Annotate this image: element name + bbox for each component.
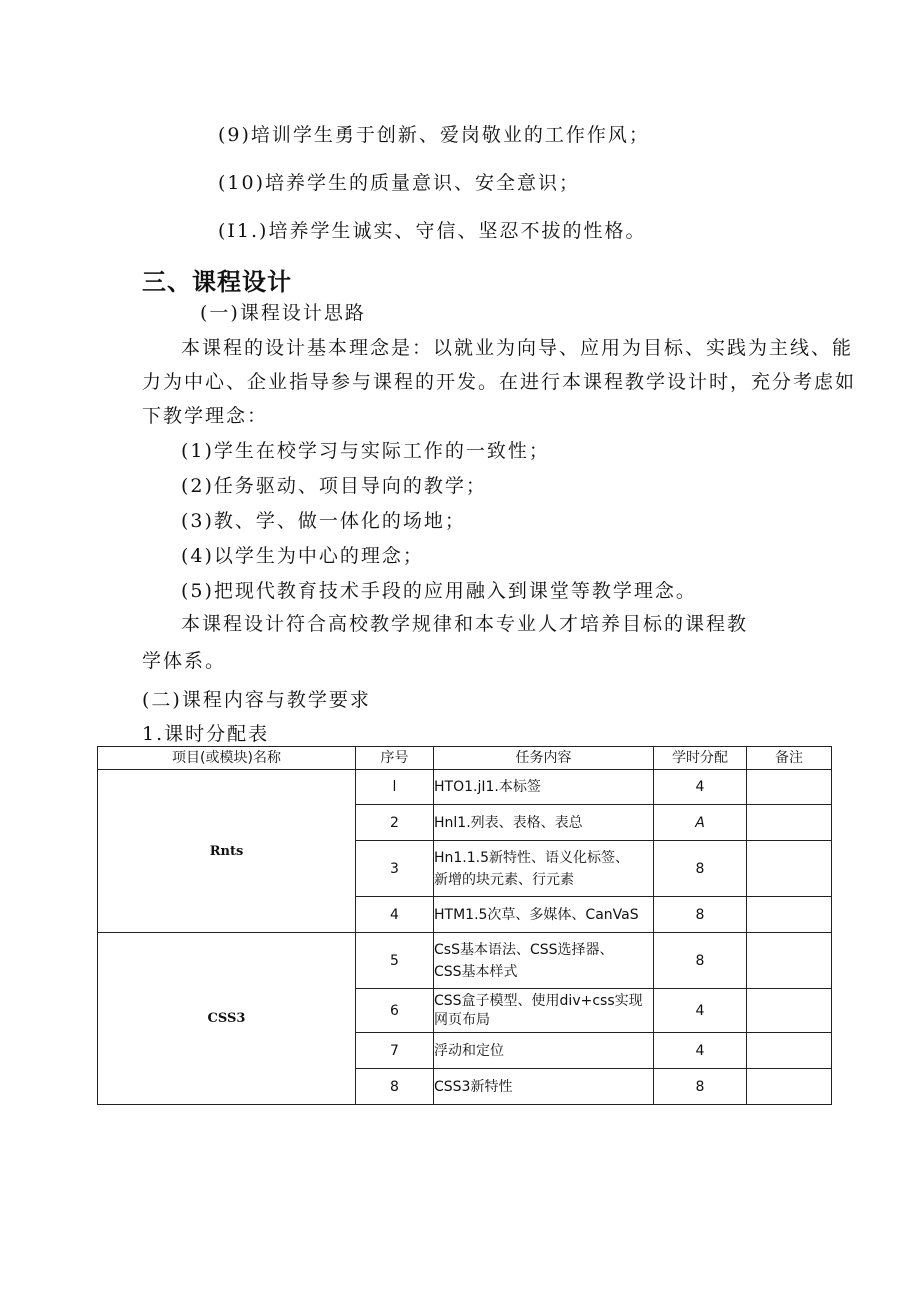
task-text: Hnl1.列表、表格、表总 [434, 814, 583, 831]
principle-3: (3)教、学、做一体化的场地； [181, 510, 466, 532]
task-cell [434, 1069, 654, 1105]
hours-cell: 8 [654, 841, 747, 897]
task-text: 浮动和定位 [434, 1042, 504, 1059]
hours-cell: 4 [654, 770, 747, 805]
task-text: 新增的块元素、行元素 [434, 871, 574, 888]
objective-10: (10)培养学生的质量意识、安全意识； [218, 172, 581, 194]
note-cell [747, 897, 832, 933]
principle-5: (5)把现代教育技术手段的应用融入到课堂等教学理念。 [181, 580, 697, 602]
seq-cell: 4 [356, 897, 434, 933]
task-cell [434, 1033, 654, 1069]
hours-cell: 8 [654, 933, 747, 989]
intro-line-2: 力为中心、企业指导参与课程的开发。在进行本课程教学设计时，充分考虑如 [142, 371, 857, 393]
seq-cell: 7 [356, 1033, 434, 1069]
header-task: 任务内容 [434, 747, 654, 770]
hours-cell: 8 [654, 897, 747, 933]
intro-line-3: 下教学理念： [142, 405, 269, 427]
table-row [98, 933, 832, 989]
task-cell [434, 841, 654, 897]
header-hours: 学时分配 [654, 747, 747, 770]
table-header-row [98, 747, 832, 770]
task-text: Hn1.1.5新特性、语义化标签、 [434, 849, 630, 866]
task-cell [434, 805, 654, 841]
subsection-1-heading: (一)课程设计思路 [200, 302, 366, 324]
note-cell [747, 1033, 832, 1069]
principle-2: (2)任务驱动、项目导向的教学； [181, 475, 487, 497]
module-cell-css: CSS3 [98, 933, 356, 1105]
intro-line-1: 本课程的设计基本理念是：以就业为向导、应用为目标、实践为主线、能 [181, 337, 854, 359]
header-module: 项目(或模块)名称 [98, 747, 356, 770]
task-text: CsS基本语法、CSS选择器、 [434, 941, 614, 958]
note-cell [747, 770, 832, 805]
seq-cell: 8 [356, 1069, 434, 1105]
seq-cell: 2 [356, 805, 434, 841]
task-text: CSS盒子模型、使用div+css实现 [434, 992, 643, 1009]
seq-cell: 3 [356, 841, 434, 897]
principle-1: (1)学生在校学习与实际工作的一致性； [181, 440, 550, 462]
objective-9: (9)培训学生勇于创新、爱岗敬业的工作作风； [218, 124, 650, 146]
conclusion-line-2: 学体系。 [142, 650, 227, 672]
task-text: CSS基本样式 [434, 963, 518, 980]
task-cell [434, 989, 654, 1033]
task-cell [434, 770, 654, 805]
seq-cell: 5 [356, 933, 434, 989]
task-text: HTM1.5次草、多媒体、CanVaS [434, 906, 639, 923]
task-cell [434, 897, 654, 933]
note-cell [747, 841, 832, 897]
header-note: 备注 [747, 747, 832, 770]
task-text: 网页布局 [434, 1011, 490, 1028]
hours-cell: A [654, 805, 747, 841]
hours-allocation-table [97, 746, 832, 1105]
hours-cell: 4 [654, 989, 747, 1033]
hours-cell: 4 [654, 1033, 747, 1069]
table-caption: 1.课时分配表 [142, 723, 270, 745]
note-cell [747, 989, 832, 1033]
seq-cell: 6 [356, 989, 434, 1033]
seq-cell: l [356, 770, 434, 805]
subsection-2-heading: (二)课程内容与教学要求 [142, 689, 371, 711]
task-text: HTO1.jI1.本标签 [434, 779, 541, 795]
header-seq: 序号 [356, 747, 434, 770]
principle-4: (4)以学生为中心的理念； [181, 545, 424, 567]
note-cell [747, 805, 832, 841]
objective-11: (I1.)培养学生诚实、守信、坚忍不拔的性格。 [218, 220, 647, 242]
note-cell [747, 1069, 832, 1105]
section-heading: 三、课程设计 [142, 268, 292, 296]
task-cell [434, 933, 654, 989]
conclusion-line-1: 本课程设计符合高校教学规律和本专业人才培养目标的课程教 [181, 613, 749, 635]
table-row [98, 770, 832, 805]
note-cell [747, 933, 832, 989]
module-cell-html: Rnts [98, 770, 356, 933]
task-text: CSS3新特性 [434, 1078, 513, 1095]
hours-cell: 8 [654, 1069, 747, 1105]
